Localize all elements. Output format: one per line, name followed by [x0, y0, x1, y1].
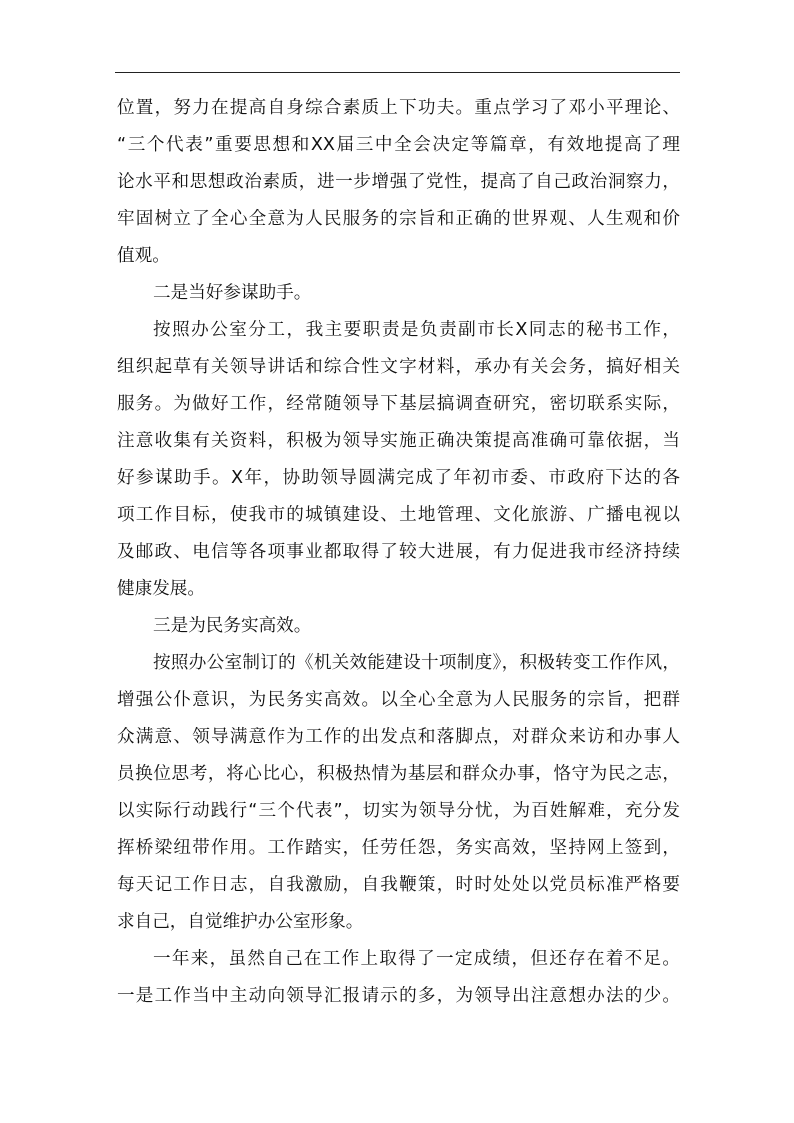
- text-line: 员换位思考，将心比心，积极热情为基层和群众办事，恪守为民之志，: [117, 764, 680, 784]
- text-line: 位置，努力在提高自身综合素质上下功夫。重点学习了邓小平理论、: [117, 98, 680, 118]
- text-line: 及邮政、电信等各项事业都取得了较大进展，有力促进我市经济持续: [117, 542, 680, 562]
- text-line: 健康发展。: [117, 579, 205, 599]
- text-line: 挥桥梁纽带作用。工作踏实，任劳任怨，务实高效，坚持网上签到，: [117, 838, 680, 858]
- text-line: “三个代表”重要思想和XX届三中全会决定等篇章，有效地提高了理: [117, 135, 680, 155]
- header-rule: [115, 72, 680, 73]
- text-line: 牢固树立了全心全意为人民服务的宗旨和正确的世界观、人生观和价: [117, 209, 680, 229]
- text-line: 按照办公室制订的《机关效能建设十项制度》，积极转变工作作风，: [153, 653, 680, 673]
- text-line: 值观。: [117, 246, 170, 266]
- text-line: 每天记工作日志，自我激励，自我鞭策，时时处处以党员标准严格要: [117, 875, 680, 895]
- text-line: 增强公仆意识，为民务实高效。以全心全意为人民服务的宗旨，把群: [117, 690, 680, 710]
- text-line: 注意收集有关资料，积极为领导实施正确决策提高准确可靠依据，当: [117, 431, 680, 451]
- text-line: 一是工作当中主动向领导汇报请示的多，为领导出注意想办法的少。: [117, 986, 680, 1006]
- document-body: [117, 90, 680, 1015]
- text-line: 项工作目标，使我市的城镇建设、土地管理、文化旅游、广播电视以: [117, 505, 680, 525]
- text-line: 好参谋助手。X年，协助领导圆满完成了年初市委、市政府下达的各: [117, 468, 680, 488]
- text-line: 服务。为做好工作，经常随领导下基层搞调查研究，密切联系实际，: [117, 394, 680, 414]
- text-line: 求自己，自觉维护办公室形象。: [117, 912, 364, 932]
- text-line: 二是当好参谋助手。: [153, 283, 312, 303]
- text-line: 论水平和思想政治素质，进一步增强了党性，提高了自己政治洞察力，: [117, 172, 680, 192]
- text-line: 三是为民务实高效。: [153, 616, 312, 636]
- text-line: 众满意、领导满意作为工作的出发点和落脚点，对群众来访和办事人: [117, 727, 680, 747]
- text-line: 组织起草有关领导讲话和综合性文字材料，承办有关会务，搞好相关: [117, 357, 680, 377]
- text-line: 以实际行动践行“三个代表”，切实为领导分忧，为百姓解难，充分发: [117, 801, 680, 821]
- text-line: 按照办公室分工，我主要职责是负责副市长X同志的秘书工作，: [153, 320, 680, 340]
- text-line: 一年来，虽然自己在工作上取得了一定成绩，但还存在着不足。: [153, 949, 680, 969]
